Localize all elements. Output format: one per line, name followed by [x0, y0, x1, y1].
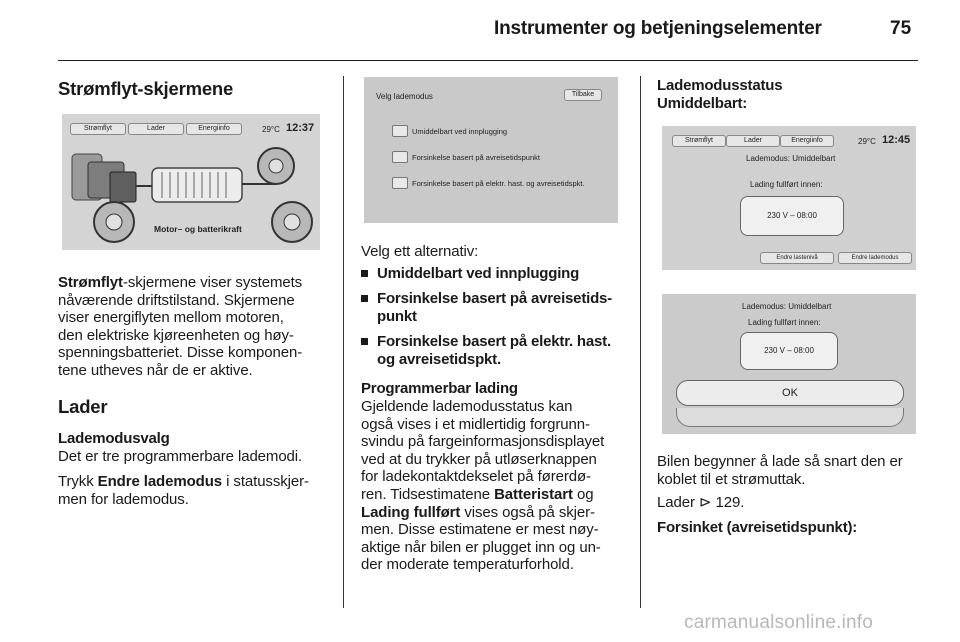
para-line: der moderate temperaturforhold.	[361, 556, 574, 574]
subheading-umiddelbart: Umiddelbart:	[657, 95, 748, 112]
charge-status-screen-image	[662, 126, 916, 270]
screen-tab-lader: Lader	[726, 135, 780, 147]
page-header-title: Instrumenter og betjeningselementer	[494, 18, 822, 39]
bullet-item	[361, 290, 631, 326]
screen-tab-stromflyt: Strømflyt	[672, 135, 726, 147]
lademodusvalg-text	[58, 448, 338, 466]
programmerbar-lading-text	[361, 398, 637, 574]
batteristart-term: Batteristart	[494, 485, 573, 503]
popup-charge-mode-status: Lademodus: Umiddelbart	[742, 302, 832, 311]
popup-value-box: 230 V – 08:00	[740, 332, 838, 370]
screen-tab-energiinfo: Energiinfo	[780, 135, 834, 147]
subheading-programmerbar-lading: Programmerbar lading	[361, 380, 518, 397]
para-line: nåværende driftstilstand. Skjermene	[58, 291, 295, 309]
para-line: den elektriske kjøreenheten og høy-	[58, 326, 294, 344]
para-line: tene utheves når de er aktive.	[58, 361, 253, 379]
bullet-text: Forsinkelse basert på avreisetids-	[377, 290, 612, 307]
bullet-text-wrap	[377, 290, 612, 325]
lading-fullfort-term: Lading fullført	[361, 503, 461, 521]
bullet-square-icon	[361, 270, 368, 277]
section-heading-stromflyt: Strømflyt-skjermene	[58, 78, 234, 99]
subheading-lademodusvalg: Lademodusvalg	[58, 430, 170, 447]
subheading-forsinket: Forsinket (avreisetidspunkt):	[657, 519, 858, 536]
screen-temperature: 29°C	[858, 137, 876, 146]
para-text: og	[572, 485, 594, 503]
screen-tab-lader: Lader	[128, 123, 184, 135]
intro-text: Velg ett alternativ:	[361, 243, 479, 260]
bullet-item	[361, 333, 631, 369]
para-line: for ladekontaktdekselet på førerdø-	[361, 468, 591, 486]
para-line: ved at du trykker på utløserknappen	[361, 450, 597, 468]
screen-charge-mode-status: Lademodus: Umiddelbart	[746, 154, 836, 163]
endre-lademodus-term: Endre lademodus	[97, 473, 223, 490]
option-checkbox-1	[392, 125, 408, 137]
para-line: svindu på fargeinformasjonsdisplayet	[361, 433, 605, 451]
bullet-text: punkt	[377, 307, 417, 325]
screen-tab-energiinfo: Energiinfo	[186, 123, 242, 135]
lader-page-reference	[657, 494, 744, 512]
para-text: vises også på skjer-	[460, 503, 595, 521]
popup-lower-panel	[676, 408, 904, 427]
para-line: aktige når bilen er plugget inn og un-	[361, 538, 601, 556]
reference-text: Lader	[657, 494, 699, 511]
charging-start-text	[657, 453, 927, 488]
screen-caption: Motor– og batterikraft	[154, 224, 242, 234]
para-line: Det er tre programmerbare lademodi.	[58, 448, 303, 465]
option-checkbox-2	[392, 151, 408, 163]
screen-title: Velg lademodus	[376, 92, 433, 101]
para-line: -skjermene viser systemets	[122, 274, 303, 291]
bullet-text-wrap	[377, 333, 611, 368]
endre-lademodus-text	[58, 473, 338, 508]
para-line: spenningsbatteriet. Disse komponen-	[58, 344, 303, 362]
para-line: også vises i et midlertidig forgrunn-	[361, 415, 590, 433]
bullet-text: Umiddelbart ved innplugging	[377, 265, 580, 282]
para-text: i statusskjer-	[222, 473, 309, 490]
screen-clock: 12:45	[882, 134, 911, 146]
para-line: men. Disse estimatene er mest nøy-	[361, 521, 599, 539]
bullet-item	[361, 265, 631, 283]
popup-ok-button: OK	[676, 380, 904, 406]
popup-done-label: Lading fullført innen:	[748, 318, 821, 327]
column-divider-1	[343, 76, 344, 608]
column-divider-2	[640, 76, 641, 608]
para-line: viser energiflyten mellom motoren,	[58, 309, 284, 327]
screen-back-button: Tilbake	[564, 89, 602, 101]
screen-done-label: Lading fullført innen:	[750, 180, 823, 189]
screen-clock: 12:37	[286, 122, 315, 134]
select-charge-mode-screen-image	[364, 77, 618, 223]
para-line: Gjeldende lademodusstatus kan	[361, 398, 573, 415]
para-line: men for lademodus.	[58, 490, 189, 508]
energy-flow-screen-image	[62, 114, 320, 250]
reference-page: 129.	[711, 494, 745, 511]
page-reference-arrow-icon: ⊳	[698, 494, 712, 511]
bullet-text: og avreisetidspkt.	[377, 350, 501, 368]
screen-tab-stromflyt: Strømflyt	[70, 123, 126, 135]
watermark-text: carmanualsonline.info	[684, 612, 874, 633]
section-heading-lader: Lader	[58, 396, 108, 417]
bullet-square-icon	[361, 295, 368, 302]
subheading-lademodusstatus: Lademodusstatus	[657, 77, 783, 94]
bullet-square-icon	[361, 338, 368, 345]
option-checkbox-3	[392, 177, 408, 189]
screen-button-endre-lademodus: Endre lademodus	[838, 252, 912, 264]
charge-status-popup-image	[662, 294, 916, 434]
stromflyt-description	[58, 274, 338, 380]
para-line: Bilen begynner å lade så snart den er	[657, 453, 903, 470]
para-line: koblet til et strømuttak.	[657, 470, 806, 488]
para-text: ren. Tidsestimatene	[361, 485, 495, 503]
para-text: Trykk	[58, 473, 98, 490]
bullet-text: Forsinkelse basert på elektr. hast.	[377, 333, 611, 350]
screen-button-endre-lastenivaa: Endre lastenivå	[760, 252, 834, 264]
option-label-1: Umiddelbart ved innplugging	[412, 127, 508, 136]
header-rule	[58, 60, 918, 61]
stromflyt-term: Strømflyt	[58, 274, 123, 291]
option-label-3: Forsinkelse basert på elektr. hast. og avreisetidspkt.	[412, 179, 585, 188]
screen-temperature: 29°C	[262, 125, 280, 134]
option-label-2: Forsinkelse basert på avreisetidspunkt	[412, 153, 540, 162]
page-number: 75	[890, 18, 912, 39]
screen-value-box: 230 V – 08:00	[740, 196, 844, 236]
